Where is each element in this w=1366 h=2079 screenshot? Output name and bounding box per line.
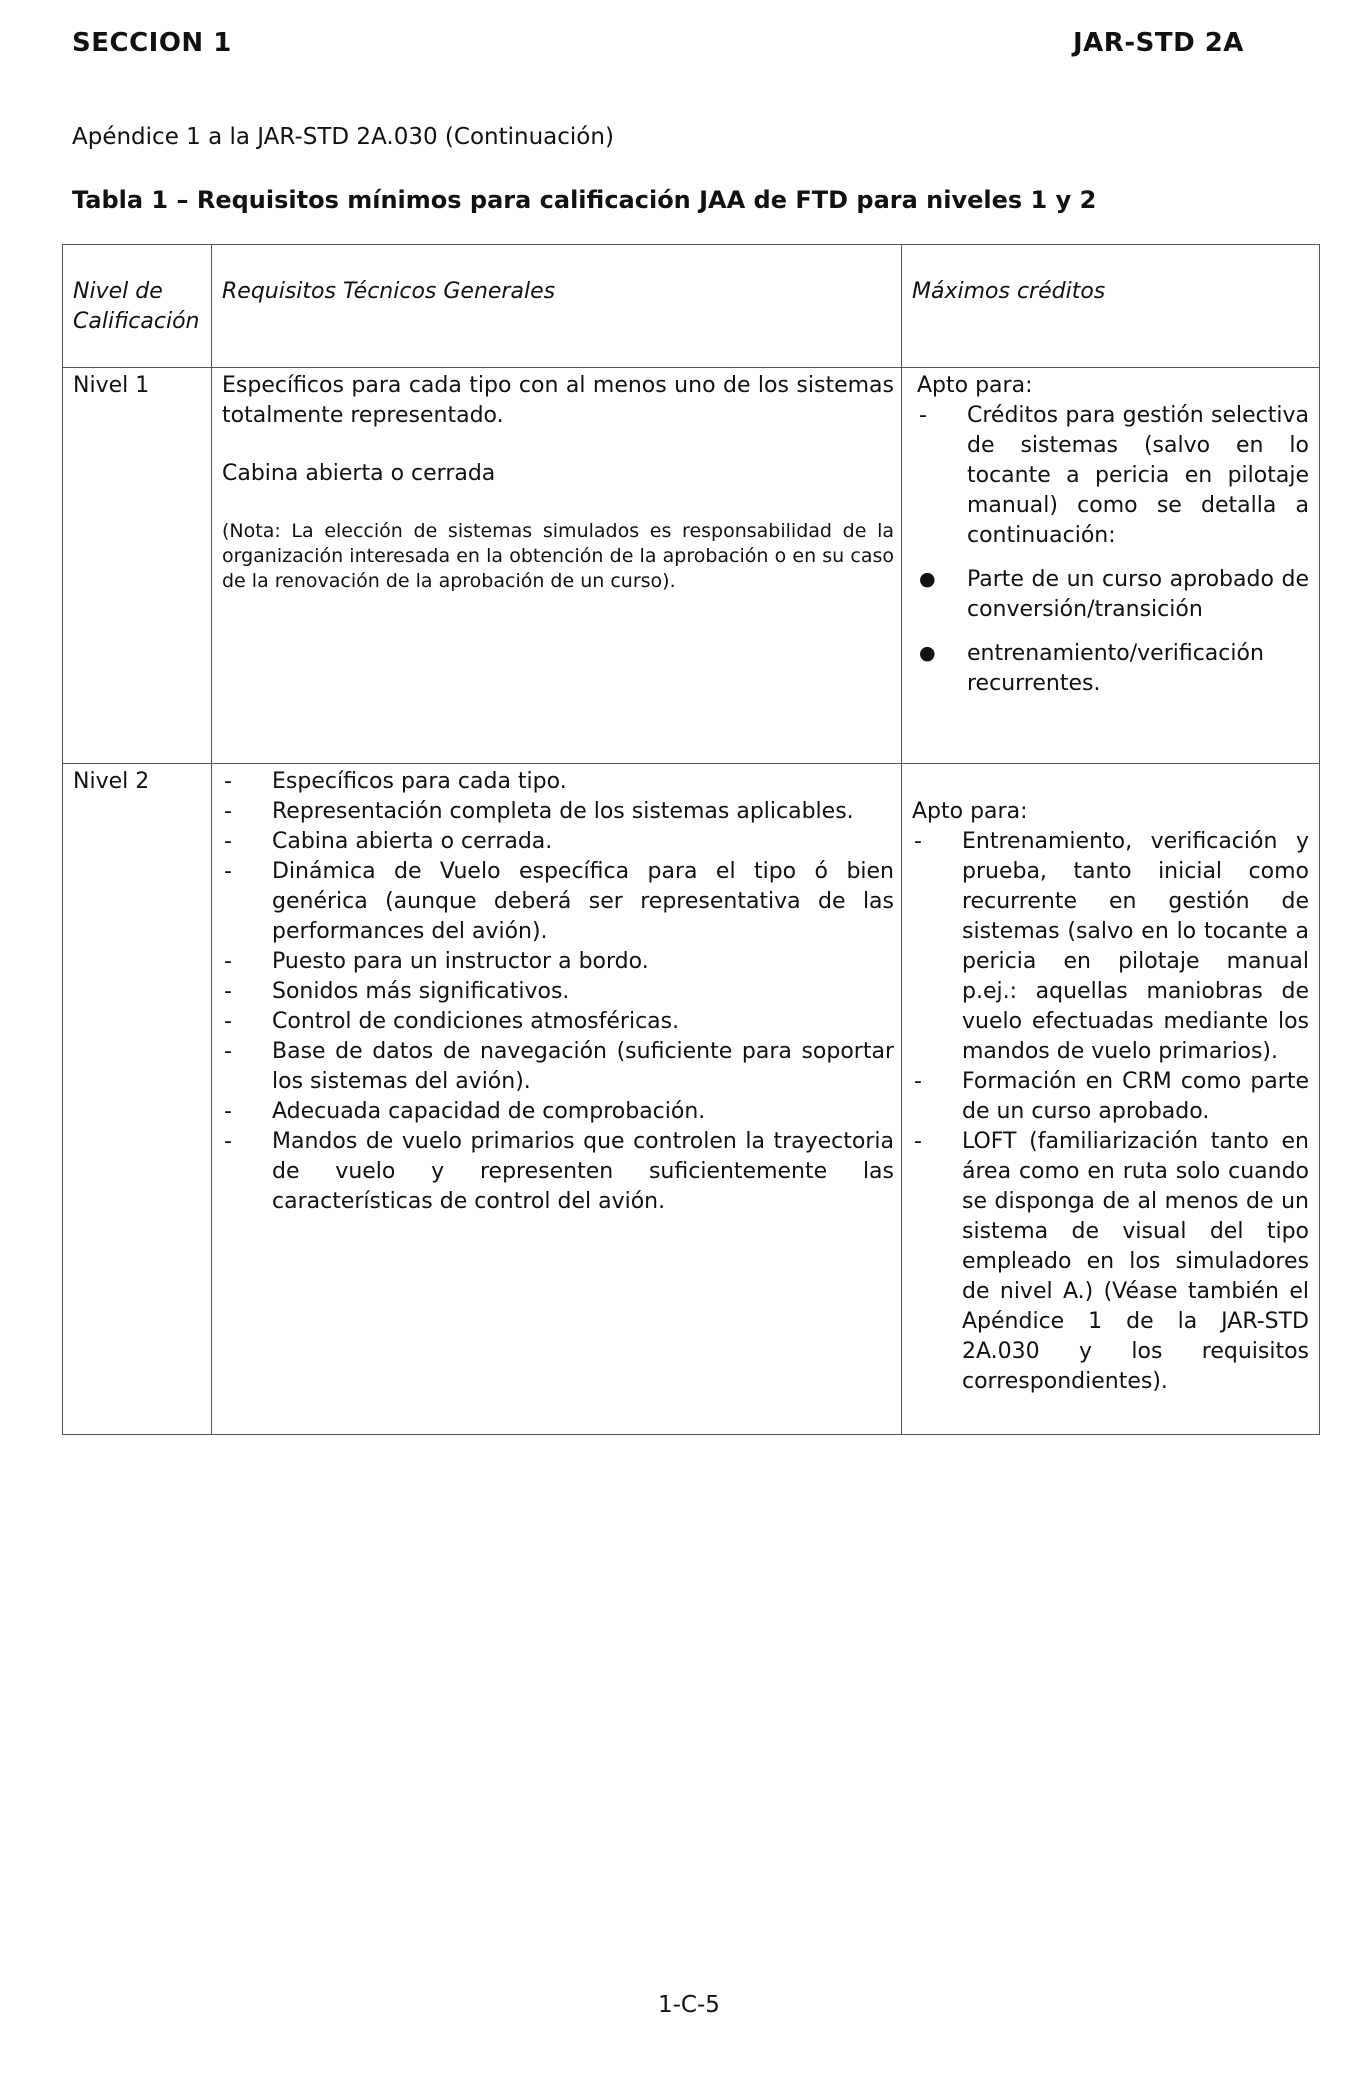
row2-requirement-item: - Dinámica de Vuelo específica para el tipo ó bien genérica (aunque deberá ser representativa de las performances del avión). <box>222 857 894 947</box>
row-divider <box>63 763 1319 764</box>
page-number: 1-C-5 <box>658 1992 720 2018</box>
row1-credits-label: Apto para: <box>917 373 1033 398</box>
row2-requirements <box>222 767 894 1217</box>
row2-requirement-item: - Base de datos de navegación (suficiente para soportar los sistemas del avión). <box>222 1037 894 1097</box>
row2-requirement-item: - Adecuada capacidad de comprobación. <box>222 1097 894 1127</box>
row2-credits <box>912 797 1309 1397</box>
column-divider <box>901 245 902 1434</box>
row1-cockpit: Cabina abierta o cerrada <box>222 461 496 486</box>
row2-requirement-item: - Puesto para un instructor a bordo. <box>222 947 894 977</box>
row2-credit-item: - Formación en CRM como parte de un curso aprobado. <box>912 1067 1309 1127</box>
requirements-table <box>62 244 1320 1435</box>
row2-credits-label: Apto para: <box>912 799 1028 824</box>
row1-level: Nivel 1 <box>73 373 150 398</box>
row-divider <box>63 367 1319 368</box>
row2-level: Nivel 2 <box>73 769 150 794</box>
header-level: Nivel de Calificación <box>73 279 200 334</box>
document-code-header: JAR-STD 2A <box>1073 28 1244 58</box>
row2-credit-item: - LOFT (familiarización tanto en área como en ruta solo cuando se disponga de al menos de un sistema de visual del tipo empleado en los simuladores de nivel A.) (Véase también el Apéndice 1 de la JAR-STD 2A.030 y los requisitos correspondientes). <box>912 1127 1309 1397</box>
section-header: SECCION 1 <box>72 28 232 58</box>
row2-requirement-item: - Representación completa de los sistemas aplicables. <box>222 797 894 827</box>
row1-note: (Nota: La elección de sistemas simulados es responsabilidad de la organización interesada en la obtención de la aprobación o en su caso de la renovación de la aprobación de un curso). <box>222 520 894 592</box>
row1-credit-bullet: ● entrenamiento/verificación recurrentes. <box>917 639 1309 699</box>
row2-requirement-item: - Sonidos más significativos. <box>222 977 894 1007</box>
row1-credits <box>917 371 1309 699</box>
table-title: Tabla 1 – Requisitos mínimos para calificación JAA de FTD para niveles 1 y 2 <box>72 186 1097 214</box>
row2-requirement-item: - Específicos para cada tipo. <box>222 767 894 797</box>
row2-requirement-item: - Cabina abierta o cerrada. <box>222 827 894 857</box>
column-divider <box>211 245 212 1434</box>
row1-credit-item: - Créditos para gestión selectiva de sistemas (salvo en lo tocante a pericia en pilotaje manual) como se detalla a continuación: <box>917 401 1309 551</box>
row2-requirement-item: - Control de condiciones atmosféricas. <box>222 1007 894 1037</box>
row1-credit-bullet: ● Parte de un curso aprobado de conversión/transición <box>917 565 1309 625</box>
row1-requirement: Específicos para cada tipo con al menos uno de los sistemas totalmente representado. <box>222 373 894 428</box>
header-technical-requirements: Requisitos Técnicos Generales <box>222 279 556 304</box>
row2-requirement-item: - Mandos de vuelo primarios que controlen la trayectoria de vuelo y representen suficientemente las características de control del avión. <box>222 1127 894 1217</box>
appendix-subtitle: Apéndice 1 a la JAR-STD 2A.030 (Continuación) <box>72 124 614 150</box>
row2-credit-item: - Entrenamiento, verificación y prueba, tanto inicial como recurrente en gestión de sistemas (salvo en lo tocante a pericia en pilotaje manual p.ej.: aquellas maniobras de vuelo efectuadas mediante los mandos de vuelo primarios). <box>912 827 1309 1067</box>
header-max-credits: Máximos créditos <box>912 279 1106 304</box>
